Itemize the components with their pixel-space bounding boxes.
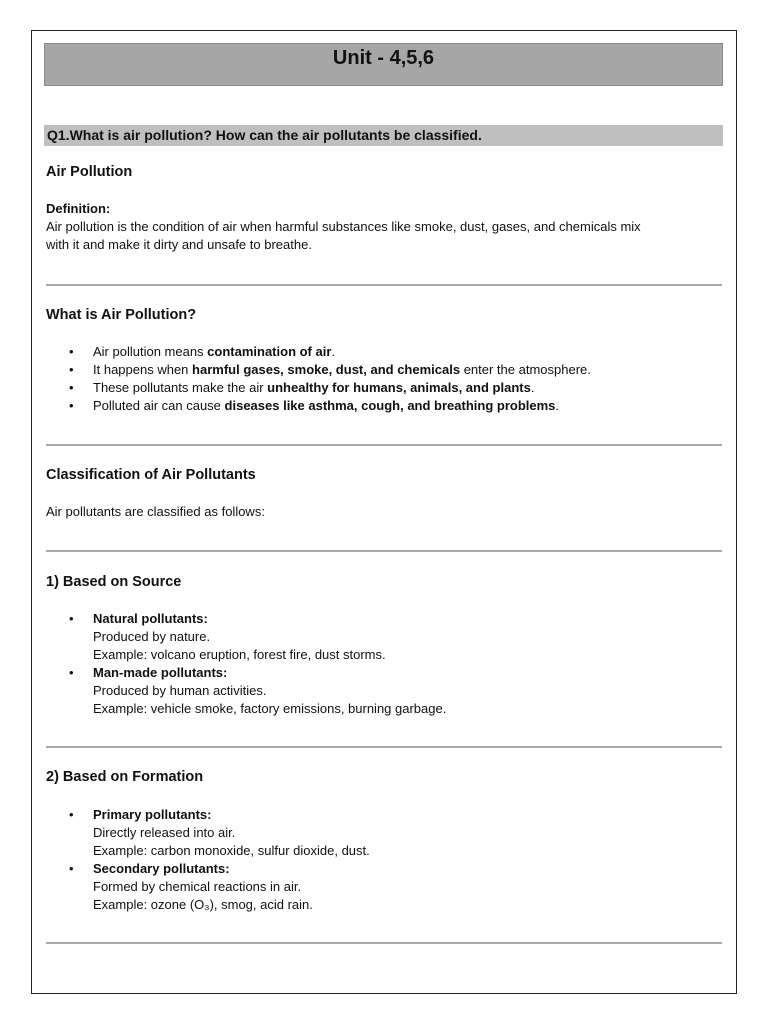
list-item: • It happens when harmful gases, smoke, dust, and chemicals enter the atmosphere. [69, 362, 591, 377]
list-item [46, 664, 706, 718]
divider [46, 746, 722, 748]
item-line: Produced by human activities. [93, 683, 267, 698]
formation-list [46, 806, 706, 914]
section-heading-air-pollution: Air Pollution [46, 164, 133, 180]
item-example: Example: ozone (O₃), smog, acid rain. [93, 897, 313, 912]
item-example: Example: carbon monoxide, sulfur dioxide, dust. [93, 843, 370, 858]
bullet-icon: • [69, 344, 74, 359]
item-line: Produced by nature. [93, 629, 211, 644]
bullet-icon: • [69, 611, 74, 626]
section-heading-classification: Classification of Air Pollutants [46, 467, 256, 483]
bullet-icon: • [69, 380, 74, 395]
definition-label: Definition: [46, 201, 111, 216]
list-item [46, 806, 706, 860]
section-heading-formation: 2) Based on Formation [46, 769, 204, 785]
divider [46, 550, 722, 552]
question-heading: Q1.What is air pollution? How can the air pollutants be classified. [44, 125, 723, 146]
list-item: • Polluted air can cause diseases like asthma, cough, and breathing problems. [69, 398, 560, 413]
item-example: Example: vehicle smoke, factory emissions, burning garbage. [93, 701, 447, 716]
item-label: Secondary pollutants: [93, 861, 230, 876]
classification-text: Air pollutants are classified as follows: [46, 504, 265, 519]
divider [46, 942, 722, 944]
page-title: Unit - 4,5,6 [332, 47, 435, 69]
item-line: Directly released into air. [93, 825, 236, 840]
bullet-icon: • [69, 398, 74, 413]
bullet-icon: • [69, 861, 74, 876]
item-example: Example: volcano eruption, forest fire, dust storms. [93, 647, 386, 662]
what-is-list [46, 343, 706, 415]
divider [46, 444, 722, 446]
source-list [46, 610, 706, 718]
bullet-icon: • [69, 362, 74, 377]
bullet-icon: • [69, 665, 74, 680]
item-label: Man-made pollutants: [93, 665, 228, 680]
section-heading-source: 1) Based on Source [46, 574, 182, 590]
bullet-icon: • [69, 807, 74, 822]
title-bar [44, 43, 723, 86]
item-label: Primary pollutants: [93, 807, 212, 822]
list-item: • Air pollution means contamination of air. [69, 344, 336, 359]
item-label: Natural pollutants: [93, 611, 208, 626]
list-item: • These pollutants make the air unhealthy for humans, animals, and plants. [69, 380, 535, 395]
list-item [46, 860, 706, 914]
list-item [46, 610, 706, 664]
item-line: Formed by chemical reactions in air. [93, 879, 302, 894]
definition-line-1: Air pollution is the condition of air when harmful substances like smoke, dust, gases, and chemicals mix [46, 219, 641, 234]
divider [46, 284, 722, 286]
section-heading-what-is: What is Air Pollution? [46, 307, 197, 323]
definition-line-2: with it and make it dirty and unsafe to breathe. [46, 237, 312, 252]
